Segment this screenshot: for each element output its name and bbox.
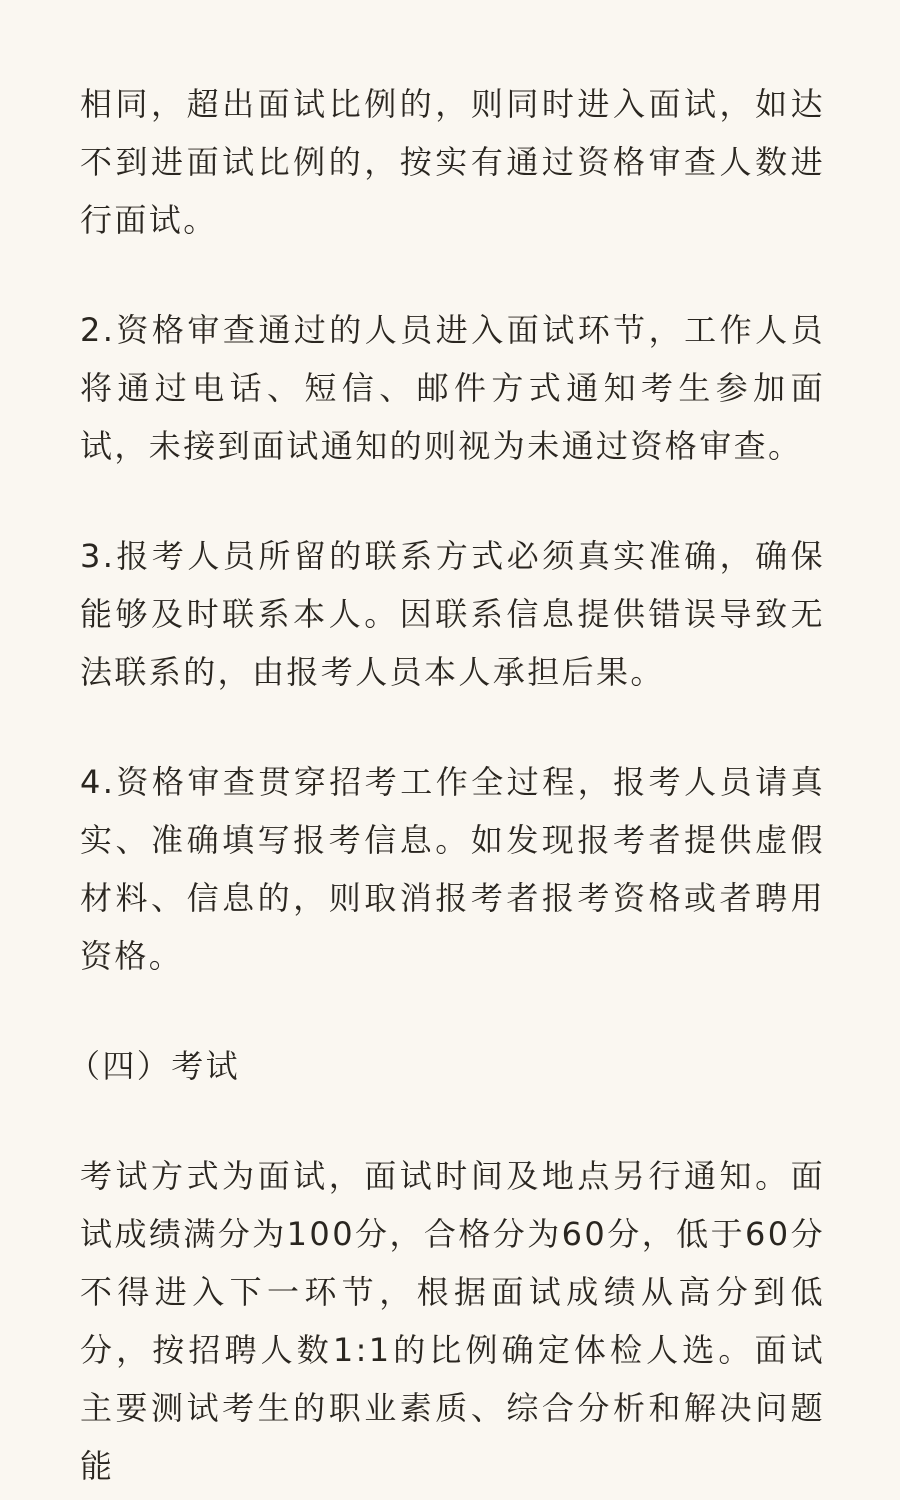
paragraph-continuation: 相同，超出面试比例的，则同时进入面试，如达不到进面试比例的，按实有通过资格审查人数进行面试。 [80,85,825,239]
section-heading-exam: （四）考试 [68,1047,241,1085]
paragraph-exam: 考试方式为面试，面试时间及地点另行通知。面试成绩满分为100分，合格分为60分，低于60分不得进入下一环节，根据面试成绩从高分到低分，按招聘人数1:1的比例确定体检人选。面试主要测试考生的职业素质、综合分析和解决问题能 [80,1157,825,1485]
paragraph-item-4: 4.资格审查贯穿招考工作全过程，报考人员请真实、准确填写报考信息。如发现报考者提供虚假材料、信息的，则取消报考者报考资格或者聘用资格。 [80,763,825,975]
article-body [68,75,825,1495]
paragraph-item-2: 2.资格审查通过的人员进入面试环节，工作人员将通过电话、短信、邮件方式通知考生参加面试，未接到面试通知的则视为未通过资格审查。 [80,311,825,465]
paragraph-item-3: 3.报考人员所留的联系方式必须真实准确，确保能够及时联系本人。因联系信息提供错误导致无法联系的，由报考人员本人承担后果。 [80,537,825,691]
